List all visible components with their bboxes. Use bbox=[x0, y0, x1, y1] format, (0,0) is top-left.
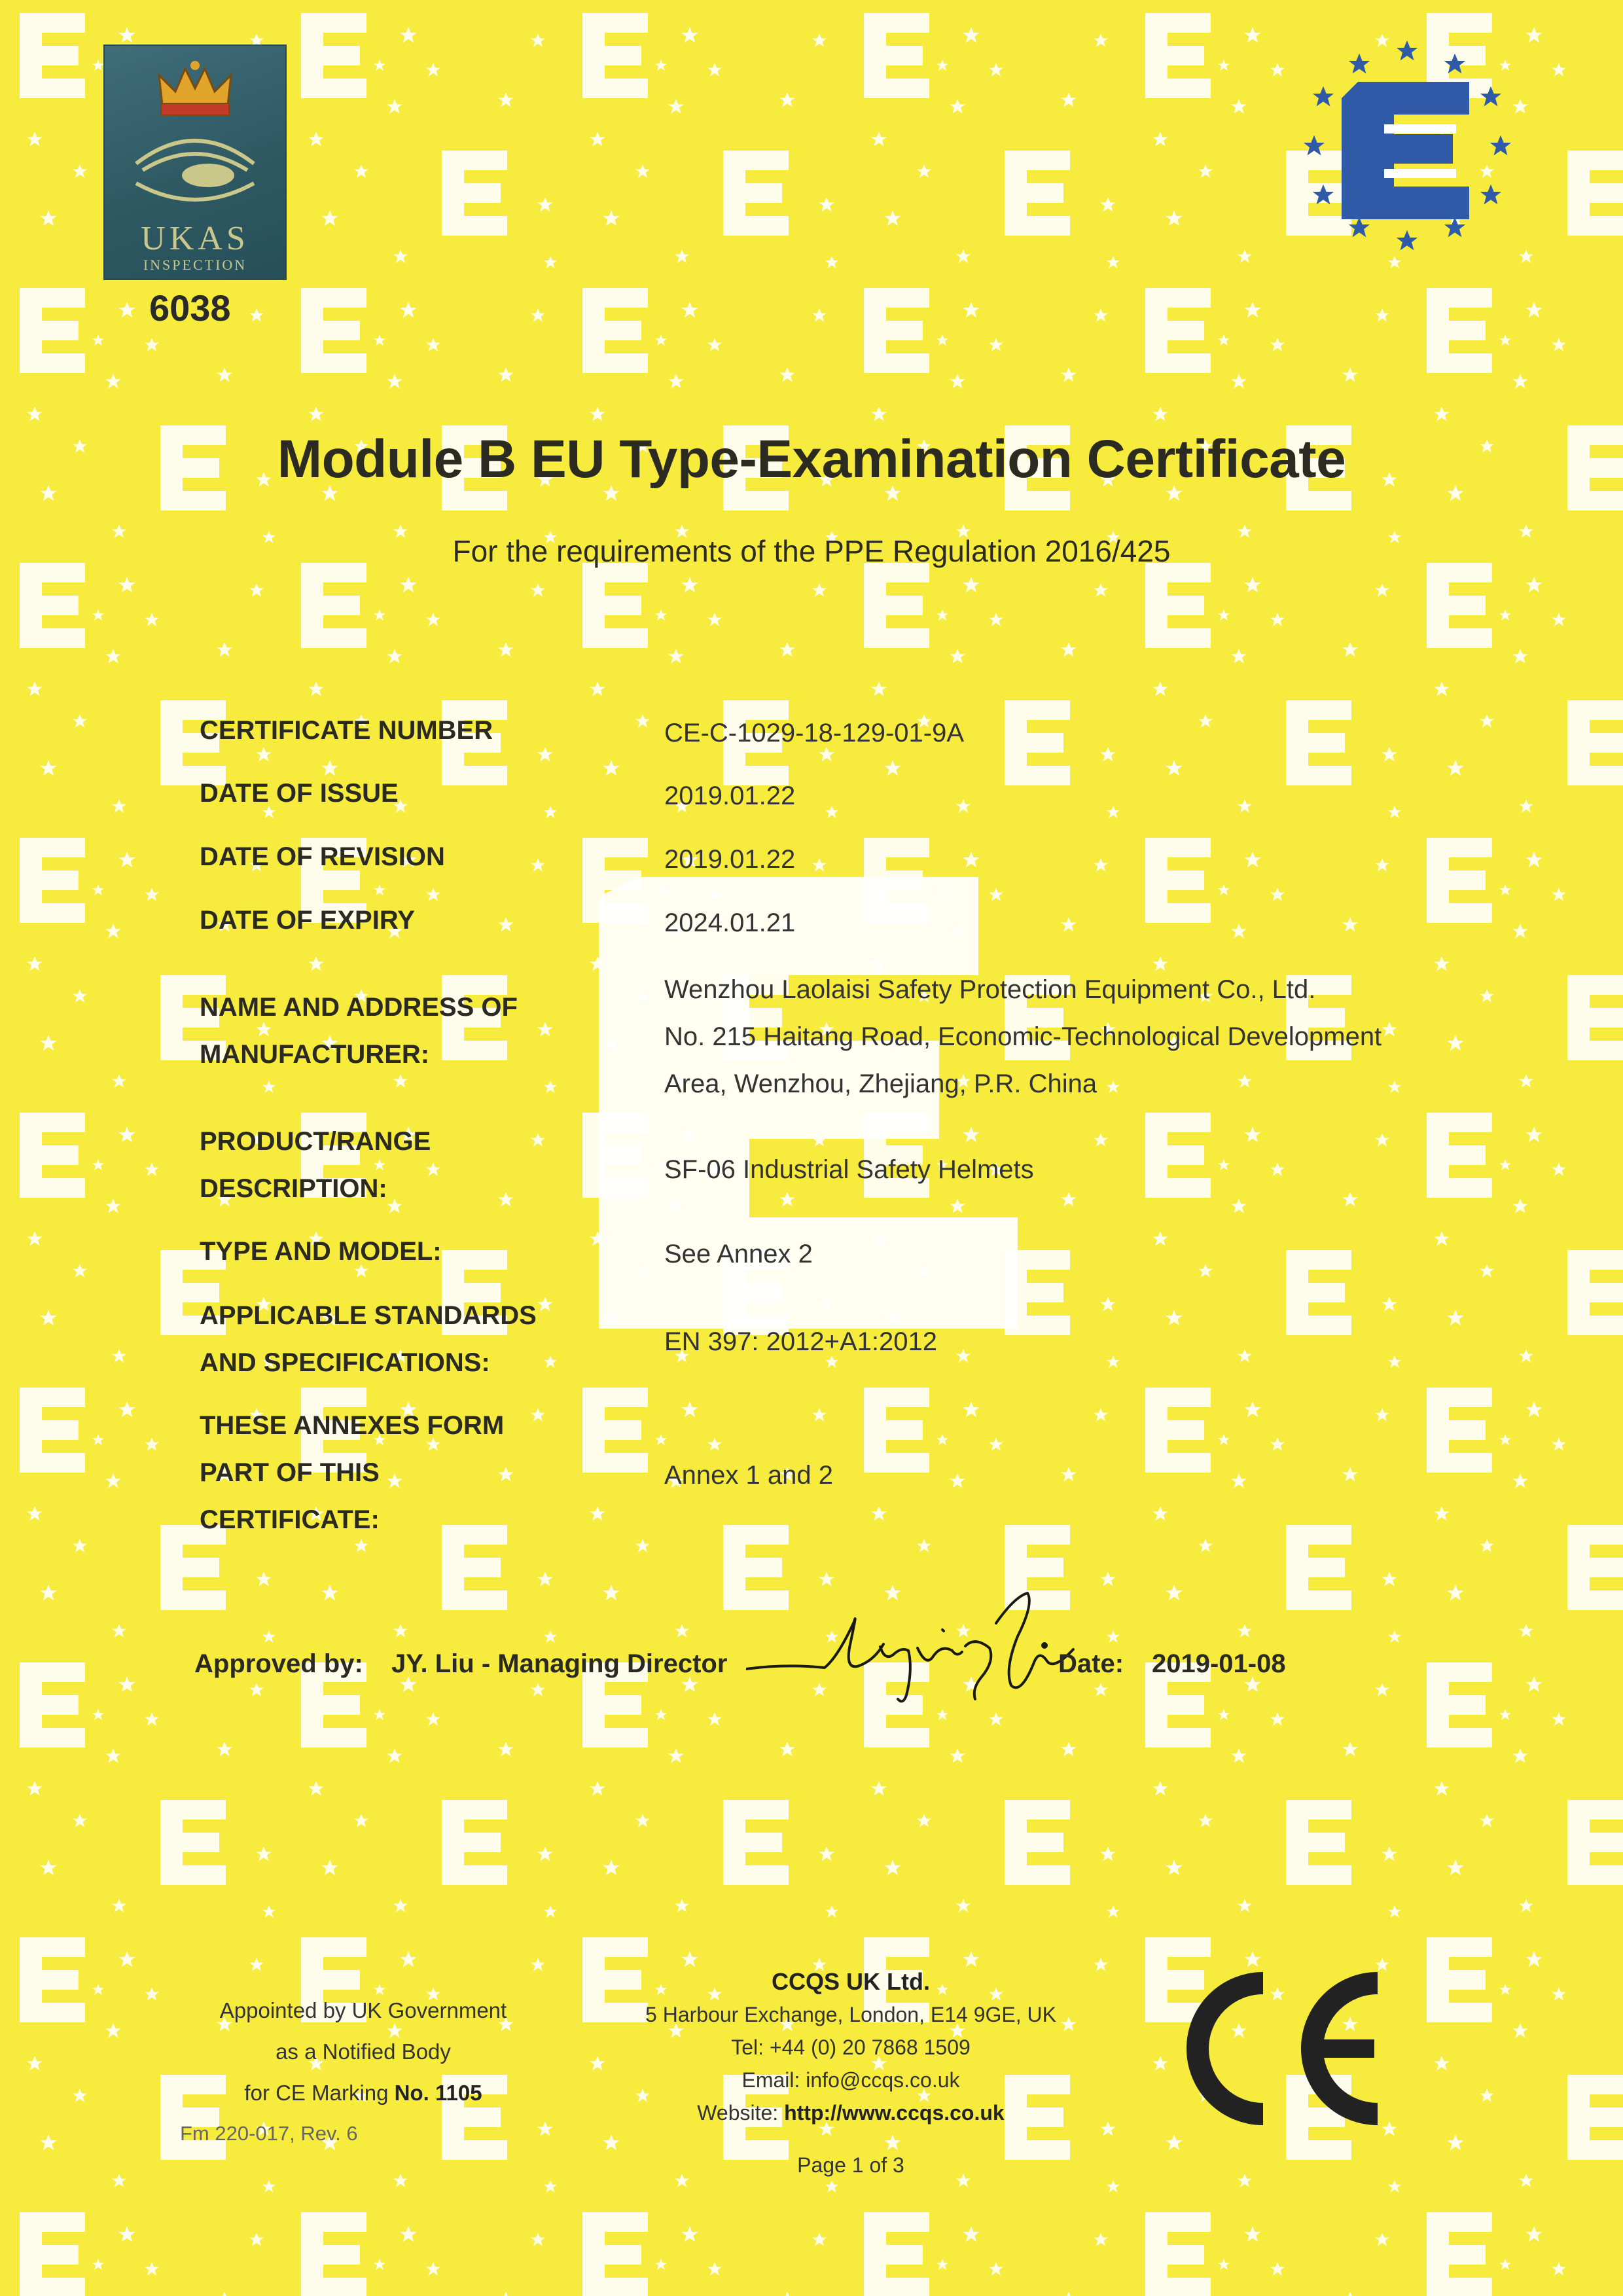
appointed-line2: as a Notified Body bbox=[276, 2039, 451, 2064]
certificate-title: Module B EU Type-Examination Certificate bbox=[277, 429, 1346, 489]
issuer-contact-block bbox=[576, 1965, 1126, 2129]
notified-body-number: No. 1105 bbox=[394, 2081, 482, 2105]
date-of-issue-label: DATE OF ISSUE bbox=[200, 779, 399, 808]
form-reference: Fm 220-017, Rev. 6 bbox=[180, 2122, 358, 2145]
approved-by-label: Approved by: bbox=[194, 1649, 363, 1678]
manufacturer-value-line1: Wenzhou Laolaisi Safety Protection Equipment Co., Ltd. bbox=[664, 975, 1316, 1004]
website-label: Website: bbox=[697, 2101, 779, 2125]
appointed-line1: Appointed by UK Government bbox=[219, 1998, 507, 2022]
standards-label-line1: APPLICABLE STANDARDS bbox=[200, 1301, 537, 1330]
date-of-expiry-label: DATE OF EXPIRY bbox=[200, 906, 415, 935]
ukas-subtitle: INSPECTION bbox=[143, 257, 247, 273]
issuer-website-line bbox=[576, 2096, 1126, 2129]
handwritten-signature bbox=[746, 1584, 1113, 1715]
issuer-tel: Tel: +44 (0) 20 7868 1509 bbox=[731, 2036, 971, 2059]
product-label-line2: DESCRIPTION: bbox=[200, 1174, 387, 1203]
type-model-value: See Annex 2 bbox=[664, 1240, 813, 1268]
date-of-issue-value: 2019.01.22 bbox=[664, 781, 796, 810]
manufacturer-value-line3: Area, Wenzhou, Zhejiang, P.R. China bbox=[664, 1069, 1097, 1098]
issuer-company: CCQS UK Ltd. bbox=[772, 1968, 930, 1995]
manufacturer-label-line2: MANUFACTURER: bbox=[200, 1040, 430, 1069]
approval-date: 2019-01-08 bbox=[1152, 1649, 1286, 1678]
date-of-revision-label: DATE OF REVISION bbox=[200, 842, 445, 871]
date-of-expiry-value: 2024.01.21 bbox=[664, 908, 796, 937]
certificate-subtitle: For the requirements of the PPE Regulation 2016/425 bbox=[452, 534, 1171, 568]
notified-body-statement bbox=[196, 1990, 530, 2113]
website-link[interactable]: http://www.ccqs.co.uk bbox=[784, 2101, 1005, 2125]
annexes-label-line3: CERTIFICATE: bbox=[200, 1505, 380, 1534]
standards-value: EN 397: 2012+A1:2012 bbox=[664, 1327, 938, 1356]
issuer-email: Email: info@ccqs.co.uk bbox=[741, 2068, 960, 2092]
ukas-name: UKAS bbox=[141, 220, 249, 257]
approval-date-label: Date: bbox=[1058, 1649, 1124, 1678]
certificate-number-value: CE-C-1029-18-129-01-9A bbox=[664, 719, 965, 747]
approver-name: JY. Liu - Managing Director bbox=[391, 1649, 728, 1678]
certificate-number-label: CERTIFICATE NUMBER bbox=[200, 716, 493, 745]
annexes-value: Annex 1 and 2 bbox=[664, 1461, 833, 1490]
standards-label-line2: AND SPECIFICATIONS: bbox=[200, 1348, 490, 1377]
ukas-number: 6038 bbox=[149, 287, 231, 329]
ukas-logo bbox=[103, 45, 287, 280]
type-model-label: TYPE AND MODEL: bbox=[200, 1237, 442, 1266]
product-label-line1: PRODUCT/RANGE bbox=[200, 1127, 431, 1156]
crown-icon bbox=[105, 46, 285, 216]
manufacturer-value-line2: No. 215 Haitang Road, Economic-Technological Development bbox=[664, 1022, 1382, 1051]
appointed-line3-prefix: for CE Marking bbox=[244, 2081, 389, 2105]
date-of-revision-value: 2019.01.22 bbox=[664, 845, 796, 874]
manufacturer-label-line1: NAME AND ADDRESS OF bbox=[200, 993, 518, 1022]
product-value: SF-06 Industrial Safety Helmets bbox=[664, 1155, 1034, 1184]
issuer-address: 5 Harbour Exchange, London, E14 9GE, UK bbox=[645, 2003, 1056, 2026]
eurocert-stars-e-logo bbox=[1296, 39, 1518, 262]
annexes-label-line2: PART OF THIS bbox=[200, 1458, 380, 1487]
appointed-line3 bbox=[196, 2072, 530, 2113]
page-number: Page 1 of 3 bbox=[797, 2153, 904, 2177]
annexes-label-line1: THESE ANNEXES FORM bbox=[200, 1411, 505, 1440]
ce-mark-icon bbox=[1158, 1967, 1387, 2130]
